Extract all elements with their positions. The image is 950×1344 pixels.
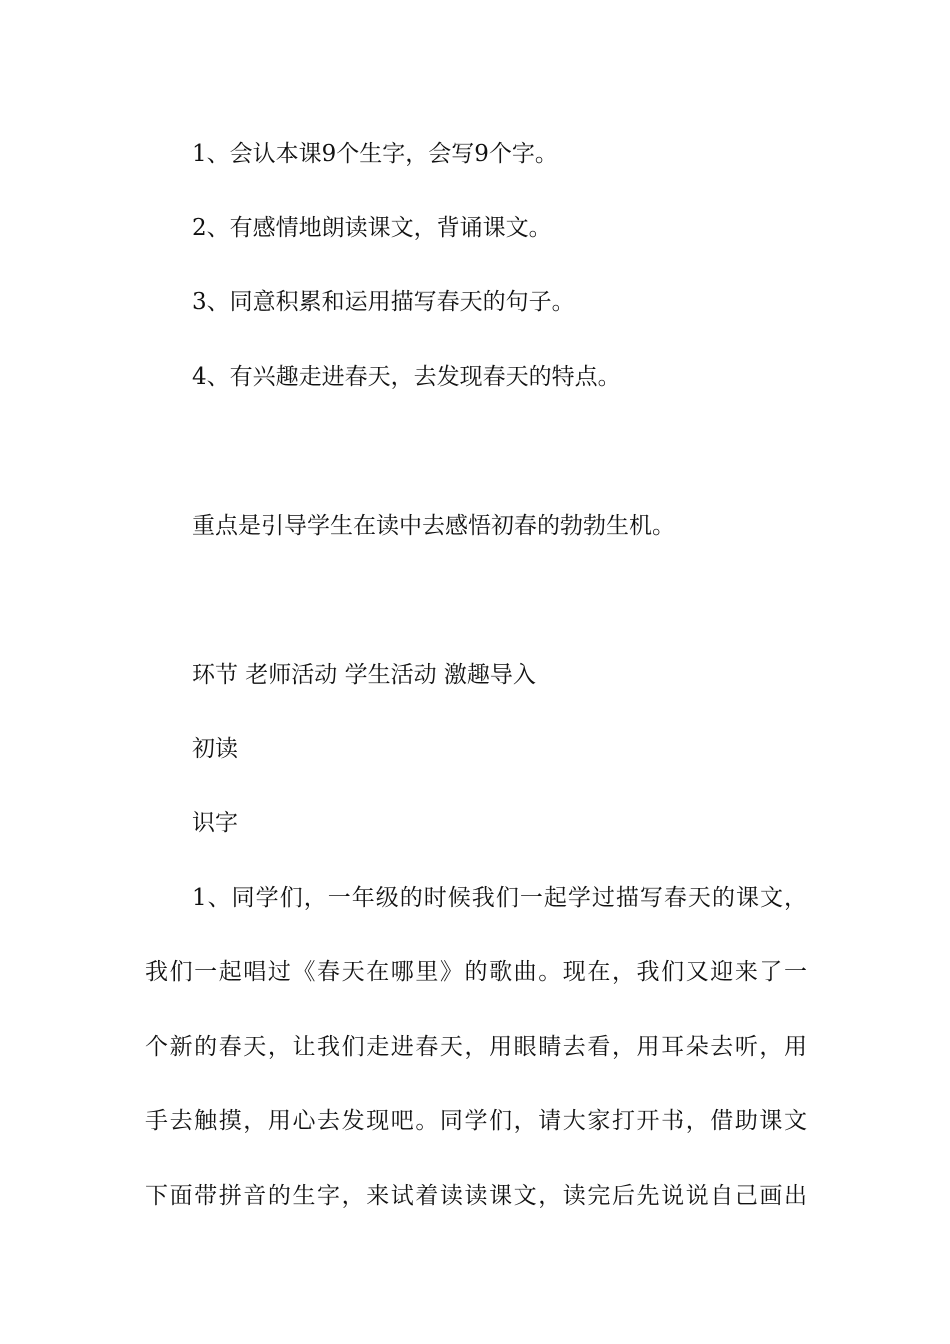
- paragraph-line-2: 我们一起唱过《春天在哪里》的歌曲。现在，我们又迎来了一: [145, 959, 807, 985]
- stage-literacy: 识字: [192, 810, 238, 836]
- paragraph-line-4: 手去触摸，用心去发现吧。同学们，请大家打开书，借助课文: [145, 1108, 807, 1134]
- table-header: 环节 老师活动 学生活动 激趣导入: [192, 662, 536, 688]
- objective-3: 3、同意积累和运用描写春天的句子。: [192, 289, 575, 315]
- objective-1: 1、会认本课9个生字，会写9个字。: [192, 141, 558, 167]
- key-point: 重点是引导学生在读中去感悟初春的勃勃生机。: [192, 513, 675, 539]
- paragraph-line-5: 下面带拼音的生字，来试着读读课文，读完后先说说自己画出: [145, 1183, 807, 1209]
- paragraph-line-1: 1、同学们，一年级的时候我们一起学过描写春天的课文，: [192, 885, 807, 911]
- paragraph-line-3: 个新的春天，让我们走进春天，用眼睛去看，用耳朵去听，用: [145, 1034, 807, 1060]
- objective-4: 4、有兴趣走进春天，去发现春天的特点。: [192, 364, 621, 390]
- objective-2: 2、有感情地朗读课文，背诵课文。: [192, 215, 552, 241]
- stage-first-reading: 初读: [192, 736, 238, 762]
